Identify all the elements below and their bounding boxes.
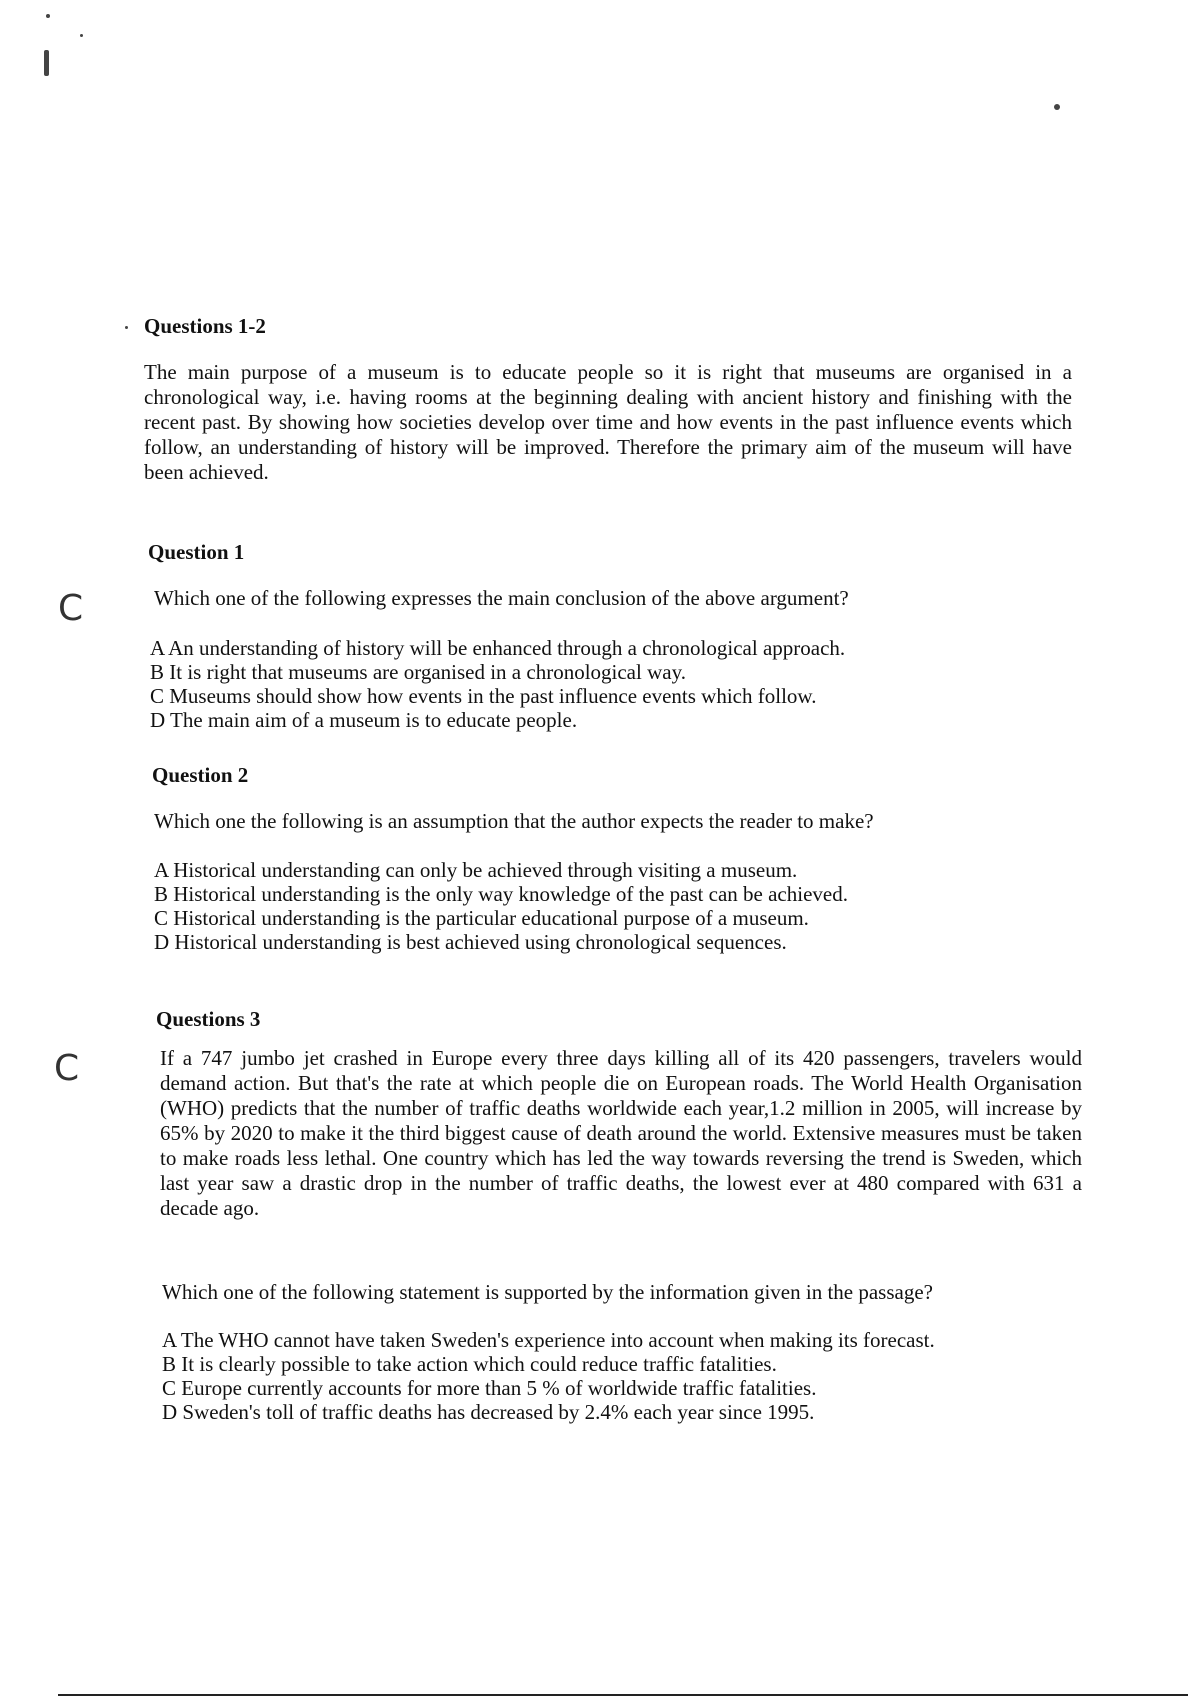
option-a[interactable]: A An understanding of history will be enhanced through a chronological approach. <box>150 636 846 660</box>
section-heading: Questions 1-2 <box>144 314 266 338</box>
option-b[interactable]: B It is clearly possible to take action which could reduce traffic fatalities. <box>162 1352 777 1376</box>
question-2-options <box>154 858 848 954</box>
option-d[interactable]: D Historical understanding is best achieved using chronological sequences. <box>154 930 787 954</box>
option-d[interactable]: D The main aim of a museum is to educate people. <box>150 708 578 732</box>
passage-paragraph: If a 747 jumbo jet crashed in Europe every three days killing all of its 420 passengers, travelers would demand action. But that's the rate at which people die on European roads. The World Health Organisation (WHO) predicts that the number of traffic deaths worldwide each year,1.2 million in 2005, will increase by 65% by 2020 to make it the third biggest cause of death around the world. Extensive measures must be taken to make roads less lethal. One country which has led the way towards reversing the trend is Sweden, which last year saw a drastic drop in the number of traffic deaths, the lowest ever at 480 compared with 631 a decade ago. <box>160 1046 1082 1220</box>
option-a[interactable]: A The WHO cannot have taken Sweden's experience into account when making its forecast. <box>162 1328 935 1352</box>
question-1-prompt: Which one of the following expresses the main conclusion of the above argument? <box>154 586 849 610</box>
option-c[interactable]: C Historical understanding is the particular educational purpose of a museum. <box>154 906 809 930</box>
question-3-heading: Questions 3 <box>156 1007 261 1031</box>
scan-speck <box>1054 104 1060 110</box>
margin-circle-mark: C <box>54 1048 80 1089</box>
bottom-rule <box>58 1694 1188 1696</box>
option-c[interactable]: C Europe currently accounts for more than 5 % of worldwide traffic fatalities. <box>162 1376 817 1400</box>
option-a[interactable]: A Historical understanding can only be achieved through visiting a museum. <box>154 858 798 882</box>
option-b[interactable]: B It is right that museums are organised in a chronological way. <box>150 660 686 684</box>
scan-speck <box>125 326 128 329</box>
option-c[interactable]: C Museums should show how events in the past influence events which follow. <box>150 684 817 708</box>
option-d[interactable]: D Sweden's toll of traffic deaths has decreased by 2.4% each year since 1995. <box>162 1400 815 1424</box>
option-b[interactable]: B Historical understanding is the only way knowledge of the past can be achieved. <box>154 882 848 906</box>
question-2-prompt: Which one the following is an assumption that the author expects the reader to make? <box>154 809 874 833</box>
question-2-heading: Question 2 <box>152 763 249 787</box>
question-1-heading: Question 1 <box>148 540 245 564</box>
passage-paragraph: The main purpose of a museum is to educate people so it is right that museums are organised in a chronological way, i.e. having rooms at the beginning dealing with ancient history and finishing with the recent past. By showing how societies develop over time and how events in the past influence events which follow, an understanding of history will be improved. Therefore the primary aim of the museum will have been achieved. <box>144 360 1072 484</box>
question-3-prompt: Which one of the following statement is supported by the information given in the passage? <box>162 1280 933 1304</box>
question-1-options <box>150 636 845 732</box>
scan-speck <box>44 50 49 76</box>
scan-speck <box>80 34 83 37</box>
question-3-options <box>162 1328 935 1424</box>
scan-speck <box>46 14 50 18</box>
margin-circle-mark: C <box>58 588 84 629</box>
